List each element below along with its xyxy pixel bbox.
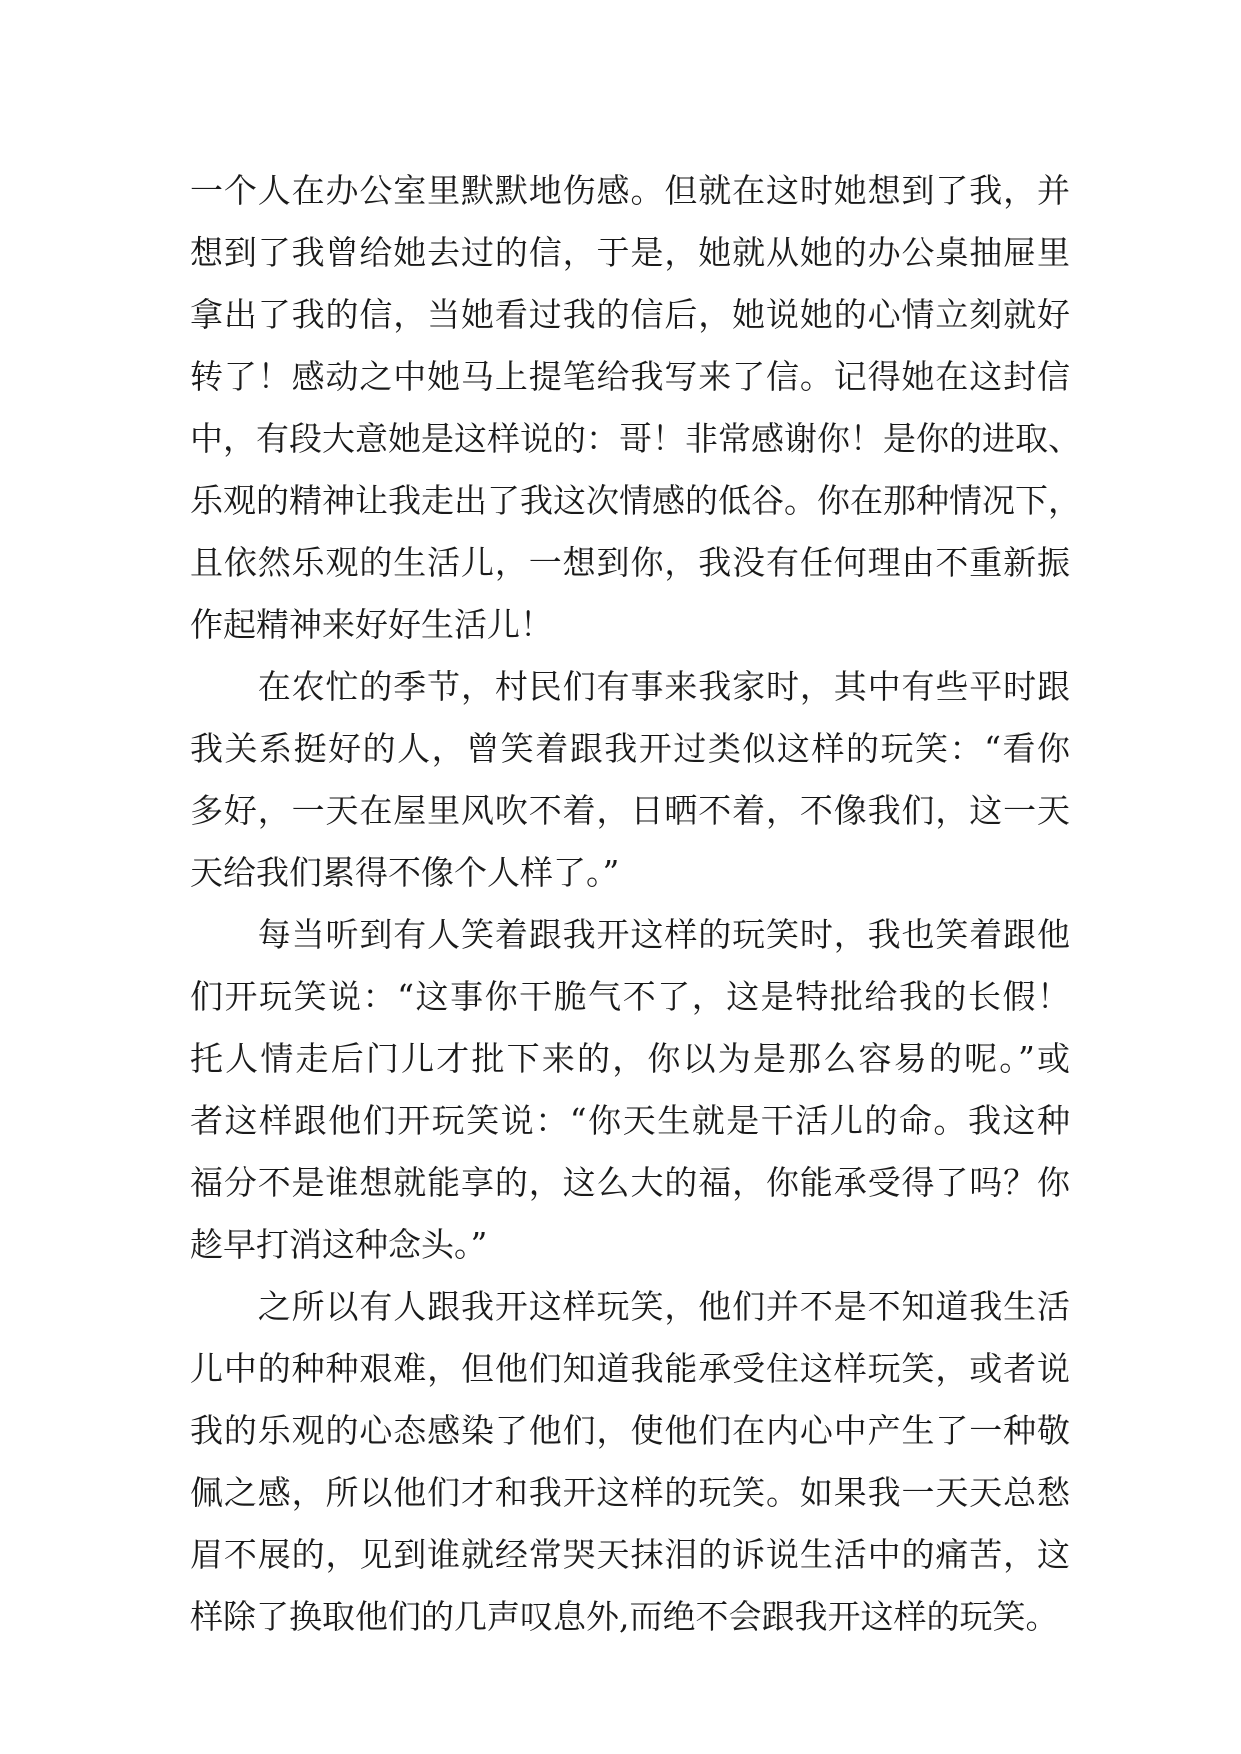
text-line: 中，有段大意她是这样说的：哥！非常感谢你！是你的进取、 [190,419,1081,458]
text-line: 且依然乐观的生活儿，一想到你，我没有任何理由不重新振 [190,543,1070,582]
text-line: 样除了换取他们的几声叹息外,而绝不会跟我开这样的玩笑。 [190,1597,1059,1636]
text-line: 眉不展的，见到谁就经常哭天抹泪的诉说生活中的痛苦，这 [190,1535,1070,1574]
text-line: 趁早打消这种念头。” [190,1225,488,1264]
text-line: 在农忙的季节，村民们有事来我家时，其中有些平时跟 [190,667,1070,706]
document-body [190,160,1081,1648]
text-line: 儿中的种种艰难，但他们知道我能承受住这样玩笑，或者说 [190,1349,1070,1388]
text-line: 福分不是谁想就能享的，这么大的福，你能承受得了吗？你 [190,1163,1070,1202]
text-line: 佩之感，所以他们才和我开这样的玩笑。如果我一天天总愁 [190,1473,1070,1512]
text-line: 拿出了我的信，当她看过我的信后，她说她的心情立刻就好 [190,295,1070,334]
text-line: 每当听到有人笑着跟我开这样的玩笑时，我也笑着跟他 [190,915,1070,954]
text-line: 我关系挺好的人，曾笑着跟我开过类似这样的玩笑：“看你 [190,729,1070,768]
text-line: 一个人在办公室里默默地伤感。但就在这时她想到了我，并 [190,171,1070,210]
text-line: 托人情走后门儿才批下来的，你以为是那么容易的呢。”或 [190,1039,1070,1078]
text-line: 我的乐观的心态感染了他们，使他们在内心中产生了一种敬 [190,1411,1070,1450]
text-line: 想到了我曾给她去过的信，于是，她就从她的办公桌抽屉里 [190,233,1070,272]
text-line: 乐观的精神让我走出了我这次情感的低谷。你在那种情况下， [190,481,1081,520]
text-line: 们开玩笑说：“这事你干脆气不了，这是特批给我的长假！ [190,977,1070,1016]
text-line: 作起精神来好好生活儿！ [190,605,553,644]
text-line: 转了！感动之中她马上提笔给我写来了信。记得她在这封信 [190,357,1070,396]
text-line: 者这样跟他们开玩笑说：“你天生就是干活儿的命。我这种 [190,1101,1070,1140]
text-line: 之所以有人跟我开这样玩笑，他们并不是不知道我生活 [190,1287,1070,1326]
text-line: 天给我们累得不像个人样了。” [190,853,620,892]
text-line: 多好，一天在屋里风吹不着，日晒不着，不像我们，这一天 [190,791,1070,830]
